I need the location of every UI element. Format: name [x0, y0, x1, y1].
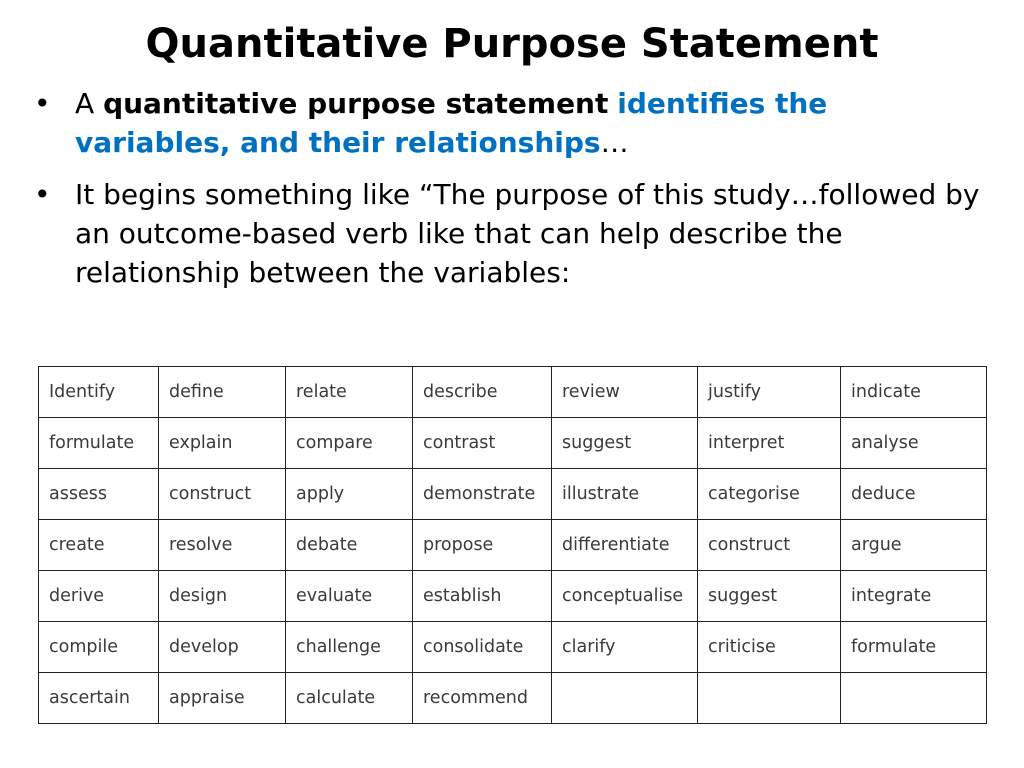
table-cell: demonstrate: [413, 469, 552, 520]
table-cell: suggest: [698, 571, 841, 622]
table-cell: integrate: [841, 571, 987, 622]
bullet-list: [34, 84, 984, 305]
table-cell: propose: [413, 520, 552, 571]
table-row: [39, 622, 987, 673]
table-cell: Identify: [39, 367, 159, 418]
table-row: [39, 367, 987, 418]
table-cell: illustrate: [552, 469, 698, 520]
table-cell: [841, 673, 987, 724]
table-cell: criticise: [698, 622, 841, 673]
bullet-2-text: It begins something like “The purpose of this study…followed by an outcome-based verb like that can help describe the relationship between the variables:: [75, 178, 980, 289]
bullet-1-space: [608, 87, 617, 120]
bullet-1-bold-term: quantitative purpose statement: [103, 87, 609, 120]
table-cell: argue: [841, 520, 987, 571]
table-cell: clarify: [552, 622, 698, 673]
table-cell: contrast: [413, 418, 552, 469]
table-cell: [552, 673, 698, 724]
table-cell: conceptualise: [552, 571, 698, 622]
table-cell: appraise: [159, 673, 286, 724]
bullet-1-prefix: A: [75, 87, 104, 120]
table-cell: describe: [413, 367, 552, 418]
table-cell: justify: [698, 367, 841, 418]
table-cell: differentiate: [552, 520, 698, 571]
table-cell: indicate: [841, 367, 987, 418]
slide-title: Quantitative Purpose Statement: [145, 21, 879, 67]
table-cell: explain: [159, 418, 286, 469]
table-cell: relate: [286, 367, 413, 418]
table-row: [39, 469, 987, 520]
table-cell: debate: [286, 520, 413, 571]
table-cell: resolve: [159, 520, 286, 571]
table-row: [39, 418, 987, 469]
bullet-marker: •: [34, 87, 51, 120]
table-cell: assess: [39, 469, 159, 520]
table-cell: categorise: [698, 469, 841, 520]
bullet-item-2: [34, 175, 984, 292]
table-cell: compare: [286, 418, 413, 469]
table-cell: develop: [159, 622, 286, 673]
table-cell: apply: [286, 469, 413, 520]
table-cell: define: [159, 367, 286, 418]
table-cell: construct: [159, 469, 286, 520]
bullet-1-highlight: identifies the variables, and their relationships: [75, 87, 828, 159]
table-cell: review: [552, 367, 698, 418]
table-cell: deduce: [841, 469, 987, 520]
table-cell: calculate: [286, 673, 413, 724]
table-cell: create: [39, 520, 159, 571]
table-cell: compile: [39, 622, 159, 673]
table-cell: ascertain: [39, 673, 159, 724]
table-cell: derive: [39, 571, 159, 622]
table-cell: analyse: [841, 418, 987, 469]
table-cell: establish: [413, 571, 552, 622]
table-cell: design: [159, 571, 286, 622]
table-cell: [698, 673, 841, 724]
bullet-marker: •: [34, 178, 51, 211]
table-cell: evaluate: [286, 571, 413, 622]
bullet-item-1: [34, 84, 984, 162]
table-row: [39, 673, 987, 724]
verbs-table: [38, 366, 987, 724]
table-cell: formulate: [39, 418, 159, 469]
table-row: [39, 520, 987, 571]
table-row: [39, 571, 987, 622]
table-cell: construct: [698, 520, 841, 571]
bullet-1-suffix: …: [600, 126, 629, 159]
table-cell: suggest: [552, 418, 698, 469]
table-cell: interpret: [698, 418, 841, 469]
table-cell: consolidate: [413, 622, 552, 673]
table-cell: challenge: [286, 622, 413, 673]
table-cell: formulate: [841, 622, 987, 673]
table-cell: recommend: [413, 673, 552, 724]
